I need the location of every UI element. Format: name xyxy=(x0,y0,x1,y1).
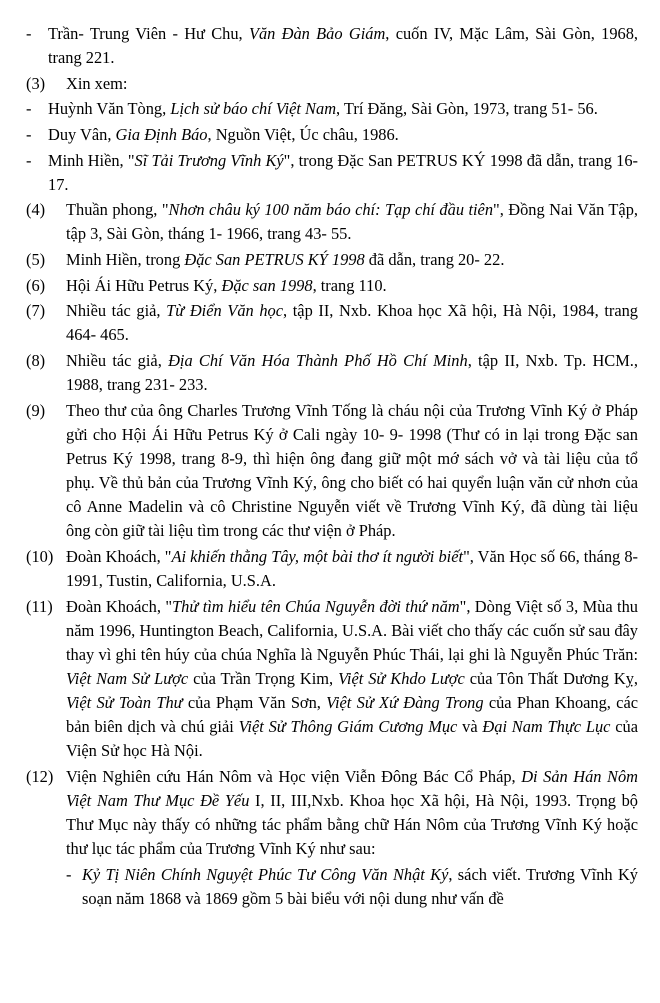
entry-title-italic: Kỷ Tị Niên Chính Nguyệt Phúc Tư Công Văn Nhật Ký xyxy=(82,864,449,884)
reference-entry-numbered xyxy=(26,72,638,96)
entry-text: ", Dòng Việt số 3, Mùa thu năm 1996, Huntington Beach, California, U.S.A. Bài viết cho thấy các cuốn sử sau đây thay vì ghi tên húy của chúa Nghĩa là Nguyễn Phúc Thái, lại ghi là Nguyễn Phúc Trăn: xyxy=(66,596,638,664)
entry-text: ", Đồng Nai Văn Tập, tập 3, Sài Gòn, tháng 1- 1966, trang 43- 55. xyxy=(66,200,638,244)
entry-text: , tập II, Nxb. Khoa học Xã hội, Hà Nội, 1984, trang 464- 465. xyxy=(66,301,638,345)
entry-text: của Tôn Thất Dương Kỵ, xyxy=(464,668,638,688)
entry-title-italic: Gia Định Báo xyxy=(115,124,208,144)
entry-text: của Viện Sử học Hà Nội. xyxy=(66,717,638,761)
reference-entry-sub xyxy=(66,863,638,911)
entry-marker: (6) xyxy=(26,275,46,295)
entry-text: của Phạm Văn Sơn, xyxy=(182,692,327,712)
entry-marker: - xyxy=(26,124,32,144)
entry-title-italic: Việt Nam Sử Lược xyxy=(66,668,189,688)
entry-text: Duy Vân, xyxy=(48,124,116,144)
entry-text: Trần- Trung Viên - Hư Chu, xyxy=(48,24,249,43)
entry-title-italic: Việt Sử Toàn Thư xyxy=(66,692,183,712)
entry-marker: (4) xyxy=(26,200,46,220)
entry-text: I, II, III,Nxb. Khoa học Xã hội, Hà Nội, 1993. Trọng bộ Thư Mục này thấy có những tác phẩm bằng chữ Hán Nôm của Trương Vĩnh Ký hoặc thư lục tác phẩm của Trương Vĩnh Ký như sau: xyxy=(66,790,639,859)
entry-text: Nhiều tác giả, xyxy=(66,301,167,321)
entry-text: Huỳnh Văn Tòng, xyxy=(48,99,171,119)
reference-entry-numbered xyxy=(26,349,638,397)
entry-title-italic: Việt Sử Thông Giám Cương Mục xyxy=(238,717,458,737)
entry-marker: - xyxy=(26,150,32,170)
entry-marker: - xyxy=(66,864,72,884)
entry-marker: (10) xyxy=(26,546,54,566)
entry-text: , Nguồn Việt, Úc châu, 1986. xyxy=(207,124,399,144)
entry-text: của Phan Khoang, các bản biên dịch và chú giải xyxy=(66,692,639,737)
entry-text: , Trí Đăng, Sài Gòn, 1973, trang 51- 56. xyxy=(336,99,598,119)
reference-entry-numbered xyxy=(26,299,638,347)
entry-text: đã dẫn, trang 20- 22. xyxy=(364,249,505,269)
entry-title-italic: Địa Chí Văn Hóa Thành Phố Hồ Chí Minh xyxy=(168,350,468,370)
entry-title-italic: Đặc San PETRUS KÝ 1998 xyxy=(184,249,365,269)
entry-text: Thuần phong, " xyxy=(66,200,169,220)
reference-entry-dash xyxy=(26,149,638,197)
entry-title-italic: Di Sản Hán Nôm Việt Nam Thư Mục Đề Yếu xyxy=(66,766,638,810)
entry-text: , trang 110. xyxy=(312,275,387,295)
reference-entry-numbered xyxy=(26,198,638,246)
entry-marker: - xyxy=(26,24,32,43)
entry-title-italic: Văn Đàn Bảo Giám xyxy=(248,24,386,43)
entry-text: Đoàn Khoách, " xyxy=(66,596,173,616)
reference-entry-numbered xyxy=(26,595,638,764)
entry-title-italic: Thử tìm hiểu tên Chúa Nguyễn đời thứ năm xyxy=(172,596,460,616)
page-text-column xyxy=(26,22,638,912)
reference-entry-dash xyxy=(26,22,638,70)
entry-text: , sách viết. Trương Vĩnh Ký soạn năm 1868 và 1869 gồm 5 bài biểu với nội dung như vấn đề xyxy=(82,864,638,908)
reference-entry-numbered xyxy=(26,399,638,544)
entry-marker: (5) xyxy=(26,249,46,269)
entry-text: Viện Nghiên cứu Hán Nôm và Học viện Viễn Đông Bác Cổ Pháp, xyxy=(66,766,522,786)
entry-text: của Trần Trọng Kim, xyxy=(188,668,339,688)
entry-text: Minh Hiền, " xyxy=(48,150,135,170)
entry-text: Theo thư của ông Charles Trương Vĩnh Tống là cháu nội của Trương Vĩnh Ký ở Pháp gửi cho Hội Ái Hữu Petrus Ký ở Cali ngày 10- 9- 1998 (Thư có in lại trong Đặc san Petrus Ký 1998, trang 8-9, thì hiện ông đang giữ một mớ sách vở và tài liệu của tổ phụ. Về thủ bản của Trương Vĩnh Ký, ông cho biết có hai quyển luận văn cử nhơn của cô Anne Madelin và cô Christine Nguyễn viết về Trương Vĩnh Ký, đã dùng tài liệu ông còn giữ tài liệu tìm trong các thư viện ở Pháp. xyxy=(66,400,638,541)
entry-title-italic: Việt Sử Khdo Lược xyxy=(338,668,465,688)
entry-marker: - xyxy=(26,99,32,119)
reference-entry-dash xyxy=(26,123,638,147)
entry-text: Xin xem: xyxy=(66,73,128,93)
entry-title-italic: Nhơn châu ký 100 năm báo chí: Tạp chí đầu tiên xyxy=(168,200,494,220)
entry-text: Minh Hiền, trong xyxy=(66,249,185,269)
entry-title-italic: Từ Điển Văn học xyxy=(166,301,284,321)
entry-marker: (8) xyxy=(26,350,46,370)
entry-marker: (9) xyxy=(26,400,46,420)
reference-entry-numbered xyxy=(26,274,638,298)
entry-text: Đoàn Khoách, " xyxy=(66,546,172,566)
reference-entry-numbered xyxy=(26,765,638,861)
entry-title-italic: Đại Nam Thực Lục xyxy=(482,717,611,737)
entry-marker: (7) xyxy=(26,301,46,321)
entry-title-italic: Đặc san 1998 xyxy=(221,275,313,295)
entry-text: , cuốn IV, Mặc Lâm, Sài Gòn, 1968, trang 221. xyxy=(48,24,638,68)
entry-marker: (3) xyxy=(26,73,46,93)
entry-text: , tập II, Nxb. Tp. HCM., 1988, trang 231- 233. xyxy=(66,350,639,395)
entry-title-italic: Sĩ Tải Trương Vĩnh Ký xyxy=(134,150,284,170)
entry-text: Hội Ái Hữu Petrus Ký, xyxy=(66,275,222,295)
entry-text: Nhiều tác giả, xyxy=(66,350,169,370)
entry-title-italic: Việt Sử Xứ Đàng Trong xyxy=(326,692,484,712)
entry-marker: (12) xyxy=(26,766,54,786)
reference-entry-dash xyxy=(26,97,638,121)
entry-text: ", trong Đặc San PETRUS KÝ 1998 đã dẫn, trang 16- 17. xyxy=(48,150,638,194)
entry-marker: (11) xyxy=(26,596,53,616)
entry-text: ", Văn Học số 66, tháng 8- 1991, Tustin, California, U.S.A. xyxy=(66,546,638,590)
reference-entry-numbered xyxy=(26,248,638,272)
entry-text: và xyxy=(457,717,483,737)
entry-title-italic: Lịch sử báo chí Việt Nam xyxy=(170,99,337,119)
entry-title-italic: Ai khiến thằng Tây, một bài thơ ít người biết xyxy=(171,546,464,566)
reference-entry-numbered xyxy=(26,545,638,593)
